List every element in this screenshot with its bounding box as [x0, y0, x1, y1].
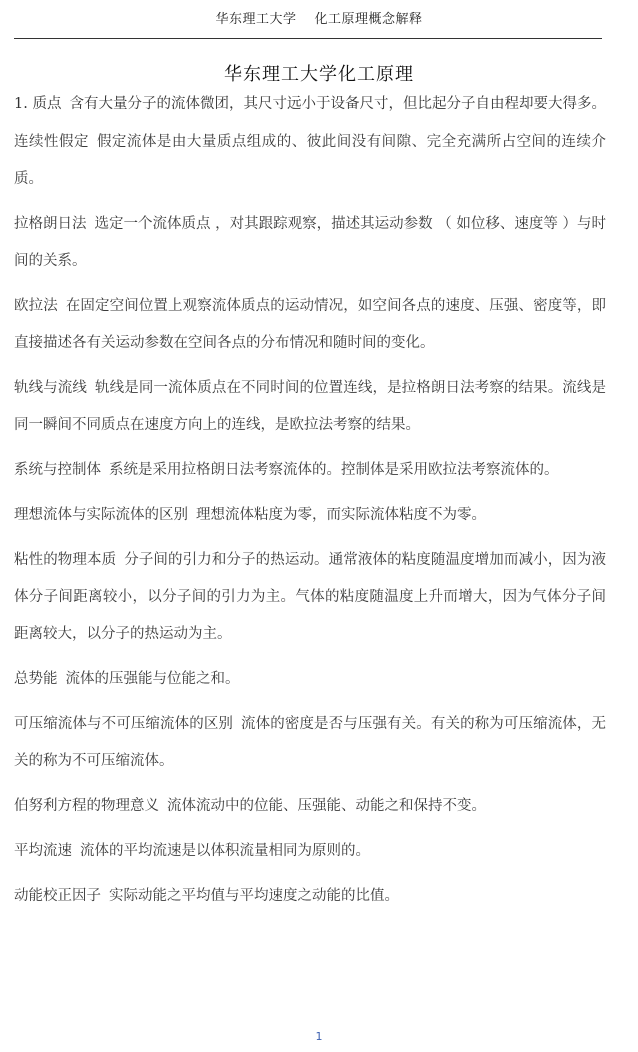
- definition: 流体的平均流速是以体积流量相同为原则的。: [80, 843, 370, 859]
- definition: 分子间的引力和分子的热运动。通常液体的粘度随温度增加而减小，因为液体分子间距离较小，以分子间的引力为主。气体的粘度随温度上升而增大，因为气体分子间距离较大，以分子的热运动为主。: [14, 552, 606, 642]
- definition-item: [14, 788, 606, 825]
- term: 动能校正因子: [14, 888, 101, 904]
- document-title: 华东理工大学化工原理: [224, 64, 414, 85]
- definition-item: [14, 452, 606, 489]
- header-university: 华东理工大学: [215, 12, 297, 27]
- term: 欧拉法: [14, 298, 58, 314]
- definition-item: [14, 206, 606, 280]
- term: 粘性的物理本质: [14, 552, 117, 568]
- term: 总势能: [14, 671, 58, 687]
- term: 可压缩流体与不可压缩流体的区别: [14, 716, 234, 732]
- term: 理想流体与实际流体的区别: [14, 507, 188, 523]
- definition: 轨线是同一流体质点在不同时间的位置连线，是拉格朗日法考察的结果。流线是同一瞬间不同质点在速度方向上的连线，是欧拉法考察的结果。: [14, 380, 606, 433]
- definition: 含有大量分子的流体微团，其尺寸远小于设备尺寸，但比起分子自由程却要大得多。: [69, 96, 606, 112]
- term: 系统与控制体: [14, 462, 101, 478]
- definition-item: [14, 370, 606, 444]
- definition: 实际动能之平均值与平均速度之动能的比值。: [109, 888, 399, 904]
- term: 平均流速: [14, 843, 72, 859]
- definition-item: [14, 661, 606, 698]
- term: 1. 质点: [14, 96, 62, 112]
- term: 连续性假定: [14, 134, 89, 150]
- definition-item: [14, 878, 606, 915]
- definition-item: [14, 124, 606, 198]
- definition-item: [14, 833, 606, 870]
- definition: 理想流体粘度为零，而实际流体粘度不为零。: [196, 507, 486, 523]
- definitions-list: [14, 94, 606, 923]
- term: 拉格朗日法: [14, 216, 87, 232]
- definition: 流体流动中的位能、压强能、动能之和保持不变。: [167, 798, 486, 814]
- definition-item: [14, 706, 606, 780]
- definition-item: [14, 94, 606, 114]
- definition-item: [14, 542, 606, 653]
- definition: 流体的压强能与位能之和。: [65, 671, 240, 687]
- header-doc-name: 化工原理概念解释: [314, 12, 423, 27]
- definition: 假定流体是由大量质点组成的、彼此间没有间隙、完全充满所占空间的连续介质。: [14, 134, 607, 187]
- page-number: 1: [315, 1030, 323, 1043]
- definition: 在固定空间位置上观察流体质点的运动情况，如空间各点的速度、压强、密度等，即直接描述各有关运动参数在空间各点的分布情况和随时间的变化。: [14, 298, 607, 351]
- term: 伯努利方程的物理意义: [14, 798, 159, 814]
- definition-item: [14, 497, 606, 534]
- term: 轨线与流线: [14, 380, 88, 396]
- header-divider: [14, 38, 602, 39]
- definition-item: [14, 288, 606, 362]
- definition: 选定一个流体质点 ，对其跟踪观察，描述其运动参数 （ 如位移、速度等 ）与时间的关系。: [14, 216, 607, 269]
- definition: 流体的密度是否与压强有关。有关的称为可压缩流体，无关的称为不可压缩流体。: [14, 716, 607, 769]
- definition: 系统是采用拉格朗日法考察流体的。控制体是采用欧拉法考察流体的。: [109, 462, 559, 478]
- page-header: [0, 8, 638, 27]
